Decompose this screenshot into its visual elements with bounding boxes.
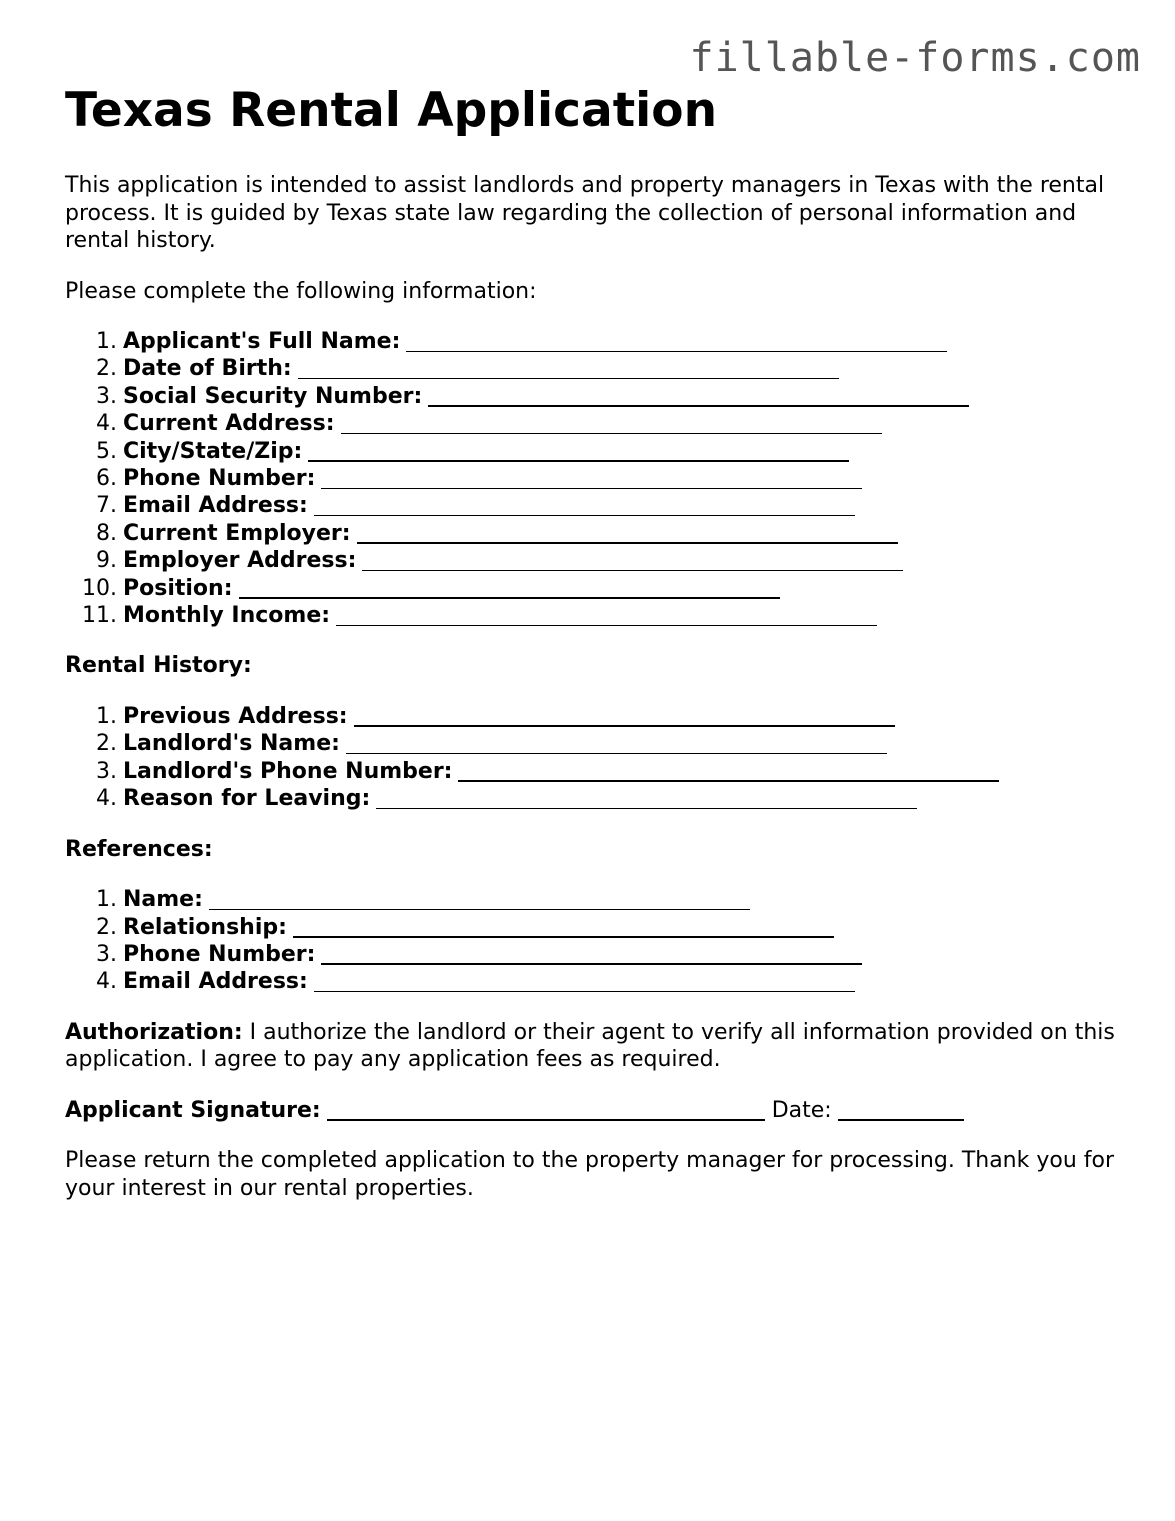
field-label: Employer Address: <box>123 548 357 574</box>
fill-line[interactable] <box>346 753 887 755</box>
closing-paragraph: Please return the completed application to the property manager for processing. Thank you for your interest in our rental properties. <box>65 1148 1115 1201</box>
fill-line[interactable] <box>298 378 839 380</box>
intro-paragraph: This application is intended to assist landlords and property managers in Texas with the rental process. It is guided by Texas state law regarding the collection of personal information and rental history. <box>65 173 1105 253</box>
page-title: Texas Rental Application <box>65 83 718 138</box>
field-label: Reason for Leaving: <box>123 786 371 812</box>
instructions-prompt: Please complete the following information: <box>65 278 537 304</box>
field-label: Phone Number: <box>123 466 316 492</box>
field-reference-name: 1. Name: <box>65 886 1125 913</box>
field-reason-for-leaving: 4. Reason for Leaving: <box>65 785 1125 812</box>
applicant-fields-list <box>65 328 1125 629</box>
field-label: Previous Address: <box>123 703 348 729</box>
fill-line[interactable] <box>341 433 882 435</box>
fill-line[interactable] <box>336 625 877 627</box>
fill-line[interactable] <box>314 515 855 517</box>
signature-row <box>65 1097 1125 1125</box>
field-city-state-zip: 5. City/State/Zip: <box>65 438 1125 465</box>
fill-line[interactable] <box>308 460 849 462</box>
date-label: Date: <box>771 1097 832 1123</box>
fill-line[interactable] <box>376 808 917 810</box>
field-reference-email-address: 4. Email Address: <box>65 968 1125 995</box>
field-label: Date of Birth: <box>123 356 292 382</box>
field-label: Current Address: <box>123 411 335 437</box>
field-label: Relationship: <box>123 914 287 940</box>
field-landlord-phone-number: 3. Landlord's Phone Number: <box>65 758 1125 785</box>
field-label: Landlord's Name: <box>123 731 340 757</box>
field-previous-address: 1. Previous Address: <box>65 703 1125 730</box>
form-page <box>65 84 1125 1202</box>
field-landlord-name: 2. Landlord's Name: <box>65 730 1125 757</box>
fill-line[interactable] <box>357 542 898 544</box>
field-label: Monthly Income: <box>123 603 331 629</box>
field-reference-phone-number: 3. Phone Number: <box>65 941 1125 968</box>
rental-history-list <box>65 703 1125 813</box>
references-list <box>65 886 1125 996</box>
fill-line[interactable] <box>354 725 895 727</box>
references-heading: References: <box>65 836 213 862</box>
signature-line[interactable] <box>327 1119 765 1121</box>
fill-line[interactable] <box>314 991 855 993</box>
fill-line[interactable] <box>406 351 947 353</box>
field-label: Current Employer: <box>123 520 351 546</box>
fill-line[interactable] <box>362 570 903 572</box>
field-label: Position: <box>123 575 233 601</box>
authorization-paragraph <box>65 1019 1125 1074</box>
fill-line[interactable] <box>239 597 780 599</box>
field-date-of-birth: 2. Date of Birth: <box>65 355 1125 382</box>
field-position: 10. Position: <box>65 575 1125 602</box>
fill-line[interactable] <box>428 405 969 407</box>
fill-line[interactable] <box>458 780 999 782</box>
field-monthly-income: 11. Monthly Income: <box>65 602 1125 629</box>
field-current-address: 4. Current Address: <box>65 410 1125 437</box>
fill-line[interactable] <box>293 936 834 938</box>
authorization-label: Authorization: <box>65 1019 243 1045</box>
field-social-security-number: 3. Social Security Number: <box>65 383 1125 410</box>
field-label: Name: <box>123 887 203 913</box>
field-label: Landlord's Phone Number: <box>123 758 453 784</box>
field-label: Applicant's Full Name: <box>123 329 401 354</box>
field-phone-number: 6. Phone Number: <box>65 465 1125 492</box>
field-label: Email Address: <box>123 493 308 519</box>
field-label: Email Address: <box>123 969 308 995</box>
authorization-text: I authorize the landlord or their agent to verify all information provided on this application. I agree to pay any application fees as required. <box>65 1019 1115 1073</box>
field-label: Phone Number: <box>123 941 316 967</box>
field-employer-address: 9. Employer Address: <box>65 547 1125 574</box>
field-reference-relationship: 2. Relationship: <box>65 914 1125 941</box>
rental-history-heading: Rental History: <box>65 653 252 679</box>
fill-line[interactable] <box>321 488 862 490</box>
field-current-employer: 8. Current Employer: <box>65 520 1125 547</box>
fill-line[interactable] <box>209 909 750 911</box>
field-label: City/State/Zip: <box>123 438 303 464</box>
date-line[interactable] <box>838 1119 964 1121</box>
watermark: fillable-forms.com <box>689 35 1141 81</box>
field-applicant-full-name: 1. Applicant's Full Name: <box>65 328 1125 355</box>
signature-label: Applicant Signature: <box>65 1097 321 1123</box>
field-email-address: 7. Email Address: <box>65 492 1125 519</box>
field-label: Social Security Number: <box>123 383 423 409</box>
fill-line[interactable] <box>321 963 862 965</box>
